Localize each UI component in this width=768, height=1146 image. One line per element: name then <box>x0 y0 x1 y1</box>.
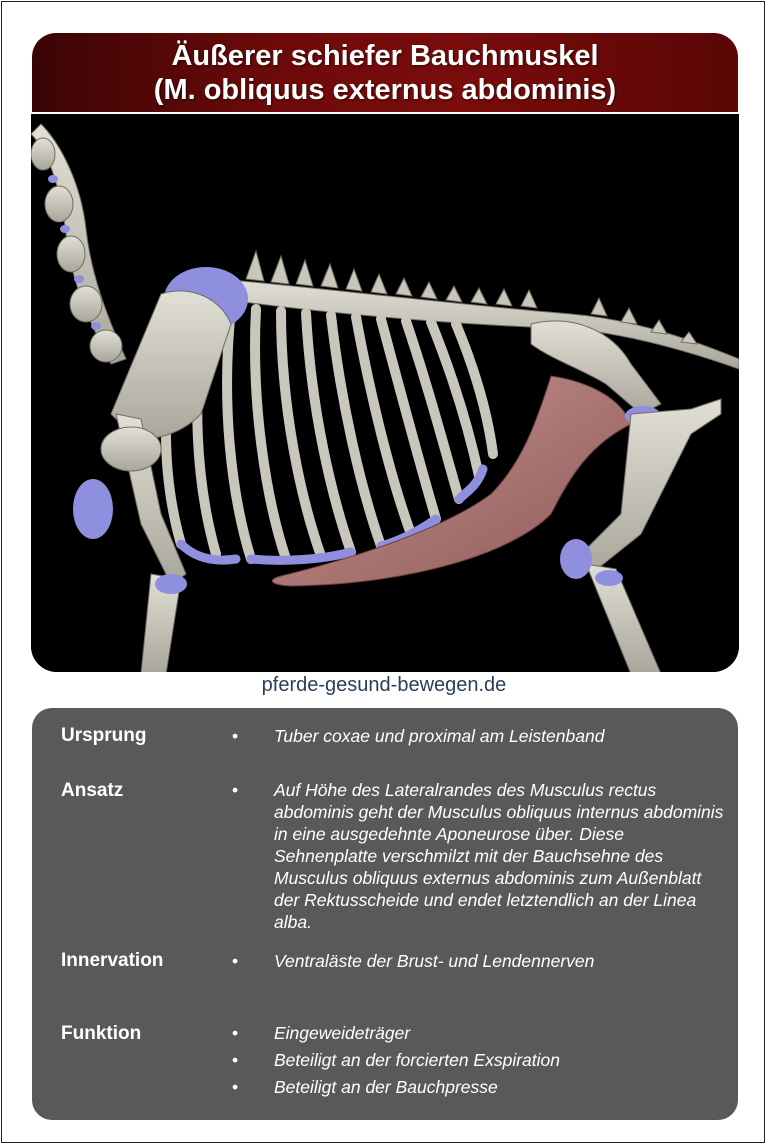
list-item: • Ventraläste der Brust- und Lendennerven <box>232 950 727 972</box>
list-funktion <box>232 1022 727 1103</box>
list-item: • Eingeweideträger <box>232 1022 727 1044</box>
info-panel <box>32 708 738 1120</box>
list-item: • Auf Höhe des Lateralrandes des Musculus rectus abdominis geht der Musculus obliquus internus abdominis in eine ausgedehnte Aponeurose über. Diese Sehnenplatte verschmilzt mit der Bauchsehne des Musculus obliquus externus abdominis zum Außenblatt der Rektusscheide und endet letztendlich an der Linea alba. <box>232 779 727 933</box>
list-innervation <box>232 950 727 977</box>
label-innervation: Innervation <box>61 950 164 971</box>
list-ursprung <box>232 725 727 752</box>
title-line-2: (M. obliquus externus abdominis) <box>153 73 617 106</box>
horse-skeleton-illustration <box>31 114 739 672</box>
list-ansatz <box>232 779 727 938</box>
list-item: • Beteiligt an der forcierten Exspiration <box>232 1049 727 1071</box>
label-funktion: Funktion <box>61 1023 142 1044</box>
anatomy-illustration <box>31 112 739 672</box>
label-ursprung: Ursprung <box>61 725 147 746</box>
list-item: • Beteiligt an der Bauchpresse <box>232 1076 727 1098</box>
title-line-1: Äußerer schiefer Bauchmuskel <box>171 39 599 72</box>
website-url: pferde-gesund-bewegen.de <box>261 674 507 696</box>
title-banner <box>32 33 738 112</box>
list-item: • Tuber coxae und proximal am Leistenband <box>232 725 727 747</box>
label-ansatz: Ansatz <box>61 780 124 801</box>
